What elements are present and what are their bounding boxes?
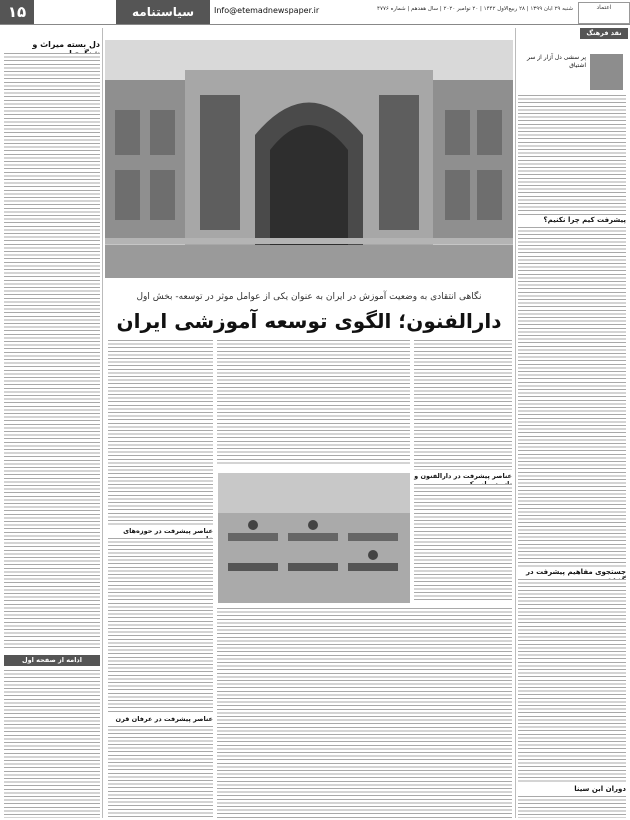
section-head-2: عناصر پیشرفت در دارالفنون و (414, 472, 512, 480)
right-column-kicker: نقد فرهنگ (580, 28, 628, 39)
right-column-subhead-1: پیشرفت کیم چرا نکنیم؟ (543, 216, 626, 224)
section-head-3: عناصر پیشرفت در عرفان قرن (115, 715, 213, 723)
author-portrait (590, 54, 623, 90)
building-facade-illustration (105, 40, 513, 278)
page-header (0, 0, 630, 24)
article-headline: دارالفنون؛ الگوی توسعه آموزشی ایران (116, 309, 502, 333)
page-number: ۱۵ (0, 0, 34, 24)
classroom-illustration (218, 473, 410, 603)
newspaper-logo: اعتماد (578, 2, 630, 24)
right-column-subhead-2: جستجوی مفاهیم پیشرفت در (526, 568, 626, 576)
contact-email[interactable]: Info@etemadnewspaper.ir (214, 6, 320, 15)
classroom-photo (218, 473, 410, 603)
section-title: سیاستنامه (116, 0, 210, 24)
author-caption: پر سشی دل آزار از سر اشتیاق (527, 54, 586, 69)
main-text-col1-c (108, 726, 213, 818)
left-column-title: دل بسته میراث و (32, 40, 100, 49)
left-column-text-2 (4, 670, 100, 818)
main-text-col3-b (414, 484, 512, 602)
main-text-col2-a (217, 340, 410, 465)
main-text-col1-a (108, 340, 213, 525)
left-column-text-1 (4, 53, 100, 650)
main-text-col1-b (108, 538, 213, 713)
right-column-text-4 (518, 796, 626, 818)
header-rule (0, 24, 630, 25)
right-column-text-1 (518, 95, 626, 215)
column-divider-right (515, 28, 516, 818)
right-column-text-2 (518, 227, 626, 567)
right-column-text-3 (518, 579, 626, 784)
main-photo (105, 40, 513, 278)
column-divider-left (102, 28, 103, 818)
main-text-bottom-wide (217, 608, 512, 818)
left-column-footer-kicker: ادامه از صفحه اول (4, 655, 100, 666)
section-head-1: عناصر پیشرفت در حوزه‌های (123, 527, 213, 535)
right-column-subhead-3: دوران ابن سینا (574, 785, 626, 793)
main-text-col3-a (414, 340, 512, 470)
article-subtitle: نگاهی انتقادی به وضعیت آموزش در ایران به عنوان یکی از عوامل موثر در توسعه- بخش اول (136, 292, 482, 302)
issue-line: شنبه ۲۹ آبان ۱۳۹۹ | ۲۸ ربیع‌الاول ۱۴۴۲ | ۲۰ نوامبر ۲۰۲۰ | سال هفدهم | شماره ۴۷۷۶ (377, 6, 573, 12)
